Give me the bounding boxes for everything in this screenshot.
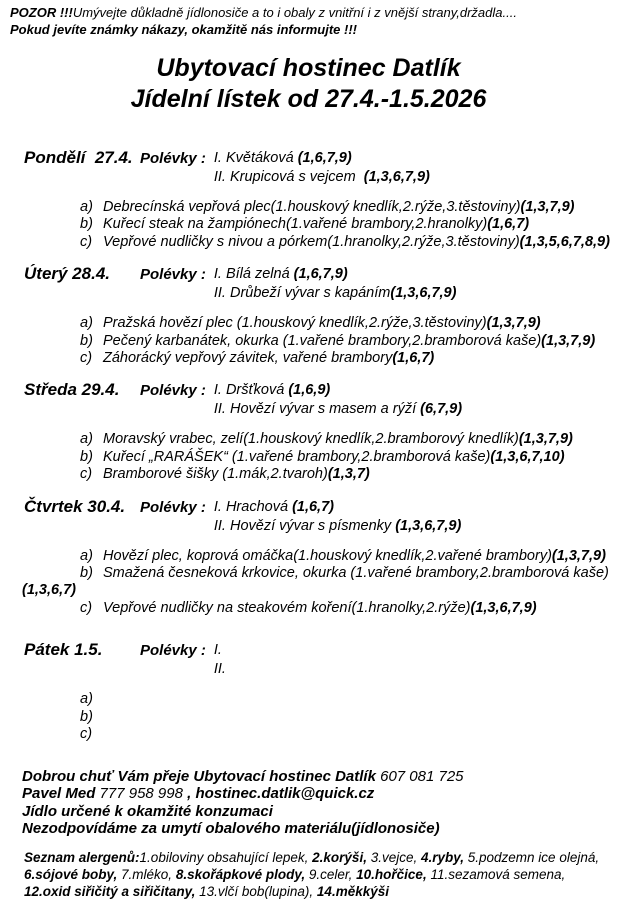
meal-text: Vepřové nudličky na steakovém koření(1.hranolky,2.rýže) [103, 599, 471, 616]
meal-row-c [80, 600, 617, 617]
soup-2 [214, 284, 457, 303]
soups [140, 379, 462, 419]
meal-letter: c) [80, 599, 93, 616]
hygiene-notice [0, 0, 617, 38]
meal-letter: a) [80, 199, 93, 215]
meal-row-b [80, 449, 617, 466]
soup-1-allergens: (1,6,9) [288, 382, 331, 399]
soup-2-allergens: (6,7,9) [420, 401, 463, 418]
soup-2-allergens: (1,3,6,7,9) [390, 285, 457, 302]
soup-2-name: II. Hovězí vývar s písmenky [213, 517, 392, 534]
meal-text: Pečený karbanátek, okurka (1.vařené brambory,2.bramborová kaše) [103, 332, 542, 349]
day-header [24, 263, 617, 303]
allergen-item: 8.skořápkové plody, [175, 866, 309, 882]
allergen-item: 6.sójové boby, [24, 866, 122, 882]
soups [140, 496, 461, 536]
soup-lines [214, 641, 226, 679]
meal-text: Debrecínská vepřová plec(1.houskový knedlík,2.rýže,3.těstoviny) [103, 199, 521, 215]
soups [140, 263, 456, 303]
soup-2-allergens: (1,3,6,7,9) [363, 169, 430, 185]
allergen-item: 12.oxid siřičitý a siřičitany, [24, 883, 200, 899]
meal-allergens: (1,6,7) [392, 350, 435, 367]
meal-letter: c) [80, 350, 93, 367]
allergen-item: 5.podzemn ice olejná, [467, 849, 600, 865]
day-section-wednesday [0, 379, 617, 483]
meal-letter: c) [80, 466, 93, 483]
meal-row-c [80, 234, 617, 251]
day-header [24, 147, 617, 187]
meal-allergens: (1,3,7,9) [518, 431, 573, 448]
soup-2 [214, 660, 226, 679]
soup-2 [214, 168, 430, 187]
meals-list [22, 547, 617, 618]
day-name: Středa 29.4. [24, 380, 120, 400]
day-header [24, 639, 617, 679]
soup-1-name: I. Bílá zelná [213, 266, 290, 283]
soup-1-name: I. Dršťková [213, 382, 285, 399]
meal-letter: a) [80, 431, 93, 448]
meal-letter: b) [80, 448, 93, 465]
footer [22, 768, 609, 838]
allergen-item: 3.vejce, [370, 849, 421, 865]
meal-row-c [80, 726, 617, 743]
meal-row-b [80, 709, 617, 726]
soup-2-allergens: (1,3,6,7,9) [395, 517, 462, 534]
title-date-range: Jídelní lístek od 27.4.-1.5.2026 [130, 85, 487, 113]
footer-line-contact [22, 785, 609, 803]
soup-2-name: II. Krupicová s vejcem [213, 169, 356, 185]
meal-text: Moravský vrabec, zelí(1.houskový knedlík,2.bramborový knedlík) [103, 431, 519, 448]
footer-phone-1: 607 081 725 [380, 767, 464, 785]
allergen-item: 4.ryby, [420, 849, 468, 865]
soup-1-name: I. [213, 642, 222, 659]
meal-row-c [80, 350, 617, 367]
notice-line-2: Pokud jevíte známky nákazy, okamžitě nás informujte !!! [10, 22, 358, 37]
meal-letter: b) [80, 332, 93, 349]
soup-1-allergens: (1,6,7,9) [297, 150, 352, 166]
day-name: Pátek 1.5. [24, 640, 103, 660]
meal-allergens: (1,3,6,7,10) [490, 448, 565, 465]
meal-letter: a) [80, 691, 93, 708]
notice-warning-label: POZOR !!! [10, 5, 73, 20]
day-name: Úterý 28.4. [24, 264, 110, 284]
soups [140, 147, 430, 187]
meal-row-b [80, 565, 617, 582]
soup-lines [214, 149, 430, 187]
allergen-item: 10.hořčice, [356, 866, 431, 882]
footer-line-greeting [22, 768, 609, 786]
allergen-item: 9.celer, [308, 866, 357, 882]
footer-greeting-text: Dobrou chuť Vám přeje Ubytovací hostinec Datlík [22, 767, 376, 785]
day-section-thursday [0, 496, 617, 618]
soup-lines [214, 381, 462, 419]
meal-row-a [80, 431, 617, 448]
meal-row-a [80, 199, 617, 216]
footer-email: , hostinec.datlik@quick.cz [187, 785, 375, 802]
soups-label: Polévky : [140, 266, 206, 284]
meal-letter: c) [80, 726, 93, 743]
meals-list [80, 691, 617, 743]
allergen-item: 13.vlčí bob(lupina), [199, 883, 317, 899]
soup-1-name: I. Hrachová [213, 498, 289, 515]
meal-letter: a) [80, 315, 93, 332]
meal-text: Pražská hovězí plec (1.houskový knedlík,2.rýže,3.těstoviny) [103, 315, 487, 332]
meal-text: Vepřové nudličky s nivou a pórkem(1.hranolky,2.rýže,3.těstoviny) [103, 233, 520, 250]
footer-line-disclaimer: Nezodpovídáme za umytí obalového materiálu(jídlonosiče) [22, 820, 440, 837]
meal-text: Záhorácký vepřový závitek, vařené brambory [103, 350, 393, 367]
weekly-menu [0, 147, 617, 744]
soup-1 [214, 641, 226, 660]
soup-1-allergens: (1,6,7) [292, 498, 334, 515]
meal-letter: b) [80, 216, 93, 233]
soup-1 [214, 265, 457, 284]
allergen-item: 11.sezamová semena, [430, 866, 566, 882]
meal-letter: a) [80, 547, 93, 564]
soups-label: Polévky : [140, 150, 206, 167]
meal-allergens: (1,3,7,9) [486, 315, 541, 332]
meal-text: Bramborové šišky (1.mák,2.tvaroh) [103, 466, 328, 483]
meal-allergens: (1,3,5,6,7,8,9) [519, 233, 610, 250]
meal-text: Kuřecí „RARÁŠEK“ (1.vařené brambory,2.bramborová kaše) [103, 448, 491, 465]
meal-allergens: (1,6,7) [487, 216, 530, 233]
meal-letter: b) [80, 565, 93, 582]
day-name: Pondělí 27.4. [24, 148, 133, 167]
meal-row-a [80, 691, 617, 708]
meals-list [80, 431, 617, 483]
meal-text: Hovězí plec, koprová omáčka(1.houskový knedlík,2.vařené brambory) [103, 547, 552, 564]
page-title [0, 53, 617, 115]
allergen-list [24, 849, 609, 900]
day-section-tuesday [0, 263, 617, 367]
soup-1-allergens: (1,6,7,9) [293, 266, 348, 283]
day-section-monday [0, 147, 617, 251]
soup-1 [214, 149, 430, 168]
soups [140, 639, 226, 679]
day-name: Čtvrtek 30.4. [24, 496, 126, 516]
soup-2 [214, 400, 462, 419]
allergen-item: 14.měkkýši [316, 883, 389, 899]
soups-label: Polévky : [140, 642, 206, 660]
meal-row-a [80, 315, 617, 332]
meal-row-a [80, 548, 617, 565]
day-section-friday [0, 639, 617, 743]
meal-allergens: (1,3,7,9) [541, 332, 596, 349]
allergen-item: 1.obiloviny obsahující lepek, [139, 849, 313, 865]
soup-1-name: I. Květáková [213, 150, 294, 166]
soup-2-name: II. [213, 661, 226, 678]
soup-lines [214, 498, 461, 536]
meal-b-wrapped-allergens: (1,3,6,7) [22, 582, 76, 599]
footer-phone-2: 777 958 998 [95, 785, 188, 802]
soup-1 [214, 381, 462, 400]
soups-label: Polévky : [140, 498, 206, 516]
footer-contact-name: Pavel Med [22, 785, 96, 802]
title-establishment: Ubytovací hostinec Datlík [156, 54, 461, 82]
soup-2 [214, 517, 461, 536]
soup-2-name: II. Drůbeží vývar s kapáním [213, 285, 391, 302]
allergen-list-title: Seznam alergenů: [24, 849, 140, 865]
meal-letter: c) [80, 233, 93, 250]
meals-list [80, 315, 617, 367]
allergen-item: 7.mléko, [121, 866, 176, 882]
meal-text: Kuřecí steak na žampiónech(1.vařené brambory,2.hranolky) [103, 216, 488, 233]
meal-row-b [80, 216, 617, 233]
meal-allergens: (1,3,7) [327, 466, 370, 483]
day-header [24, 379, 617, 419]
meal-letter: b) [80, 708, 93, 725]
soup-2-name: II. Hovězí vývar s masem a rýží [213, 401, 417, 418]
soups-label: Polévky : [140, 382, 206, 400]
allergen-item: 2.korýši, [312, 849, 371, 865]
footer-line-consumption: Jídlo určené k okamžité konzumaci [22, 802, 273, 820]
meal-row-b [80, 333, 617, 350]
meal-row-c [80, 466, 617, 483]
notice-line-1 [10, 4, 609, 21]
meal-allergens: (1,3,7,9) [551, 547, 606, 564]
meal-text: Smažená česneková krkovice, okurka (1.vařené brambory,2.bramborová kaše) [103, 565, 609, 582]
notice-line-1-text: Umývejte důkladně jídlonosiče a to i obaly z vnitřní i z vnější strany,držadla.... [72, 5, 517, 20]
meal-allergens: (1,3,6,7,9) [470, 599, 537, 616]
day-header [24, 496, 617, 536]
soup-lines [214, 265, 457, 303]
soup-1 [214, 498, 461, 517]
meals-list [80, 199, 617, 251]
meal-allergens: (1,3,7,9) [520, 199, 575, 215]
